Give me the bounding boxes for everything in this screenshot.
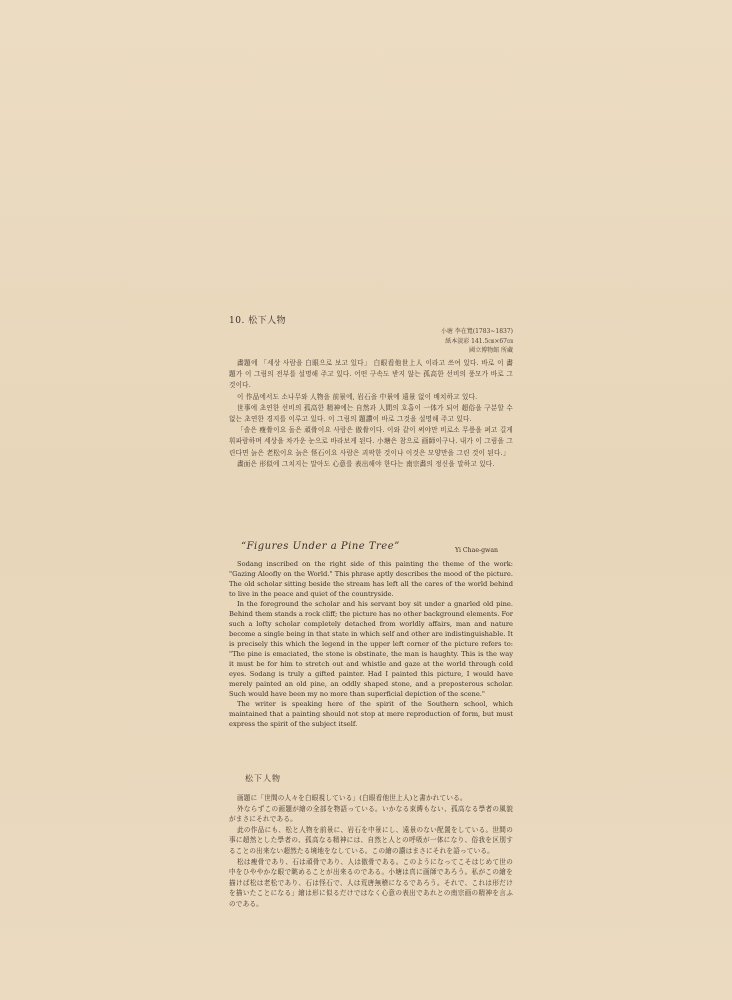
japanese-text [229,793,513,910]
korean-text [229,358,513,470]
english-text [229,559,513,729]
english-paragraph: In the foreground the scholar and his servant boy sit under a gnarled old pine. Behind them stands a rock cliff; the picture has no other background elements. For such a lofty scholar completely detached from worldly affairs, man and nature become a single being in that state in which self and other are indistinguishable. It is precisely this which the legend in the upper left corner of the picture refers to: "The pine is emaciated, the stone is obstinate, the man is haughty. This is the way it must be for him to stretch out and whistle and gaze at the world through cold eyes. Sodang is truly a gifted painter. Had I painted this picture, I would have merely painted an old pine, an oddly shaped stone, and a preposterous scholar. Such would have been my no more than superficial depiction of the scene." [229,600,513,698]
japanese-paragraph: 外ならずこの画題が繪の全部を物語っている。いかなる束縛もない、孤高なる學者の風貌がまさにそれである。 [229,804,513,824]
japanese-paragraph: 此の作品にも、松と人物を前景に、岩石を中景にし、遠景のない配置をしている。世間の事に超然とした學者の、孤高なる精神には、自然と人との呼吸が一体になり、俗我を区別することの出来ない超然たる境地をなしている。この繪の讃はまさにそれを語っている。 [229,825,513,855]
korean-paragraph: 世事에 초연한 선비의 孤高한 精神에는 自然과 人間의 호흡이 一体가 되어 超俗을 구분할 수 없는 초연한 경지를 이루고 있다. 이 그림의 題讚이 바로 그것을 설명해 주고 있다. [229,403,513,424]
korean-paragraph: 이 作品에서도 소나무와 人物을 前景에, 岩石을 中景에 遠景 없이 배치하고 있다. [237,392,478,401]
section-heading: 10. 松下人物 [229,316,287,326]
collection-line: 國立博物館 所藏 [469,347,513,354]
english-title: “Figures Under a Pine Tree” [241,541,400,552]
medium-line: 紙本淡彩 141.5㎝×67㎝ [445,337,513,345]
japanese-paragraph: 松は瘦骨であり、石は頑骨であり、人は傲骨である。このようになってこそはじめて世の中をひややかな眼で眺めることが出来るのである。小塘は真に画師であろう。私がこの繪を描けば松は老松であり、石は怪石で、人は荒唐無稽になるであろう。それで、これは形だけを描いたことになる」繪は形に似るだけではなく心意の表出であれとの南宗画の精神を言ふのである。 [229,857,513,908]
japanese-title: 松下人物 [245,774,281,783]
english-author: Yi Chae-gwan [455,547,499,554]
artist-line: 小塘 李在寬(1783~1837) [440,328,513,335]
english-paragraph: The writer is speaking here of the spirit of the Southern school, which maintained that a painting should not stop at mere reproduction of form, but must express the spirit of the subject itself. [229,700,513,728]
japanese-paragraph: 画題に「世間の人々を白眼視している」(白眼看他世上人)と書かれている。 [237,794,467,802]
korean-paragraph: 畵面은 形似에 그치지는 말아도 心意를 表出해야 한다는 南宗畵의 정신을 말하고 있다. [237,459,495,468]
artwork-metadata [400,327,513,356]
english-paragraph: Sodang inscribed on the right side of this painting the theme of the work: "Gazing Aloofly on the World." This phrase aptly describes the mood of the picture. The old scholar sitting beside the stream has left all the cares of the world behind to live in the peace and quiet of the countryside. [229,560,513,598]
korean-paragraph: 「솔은 瘦骨이요 돌은 頑骨이요 사람은 傲骨이다. 이와 같이 써야만 비로소 무릎을 펴고 길게 휘파람하며 세상을 차가운 눈으로 바라보게 된다. 小塘은 참으로 画師이구나. 내가 이 그림을 그린다면 늙은 老松이요 늙은 怪石이요 사람은 괴팍한 것이나 이것은 모양만을 그린 것이 된다.」 [229,426,513,457]
korean-paragraph: 畵題에 「세상 사람을 白眼으로 보고 있다」 白眼看他世上人 이라고 쓰여 있다. 바로 이 畵題가 이 그림의 전부를 설명해 주고 있다. 어떤 구속도 받지 않는 孤高한 선비의 풍모가 바로 그것이다. [229,359,513,390]
